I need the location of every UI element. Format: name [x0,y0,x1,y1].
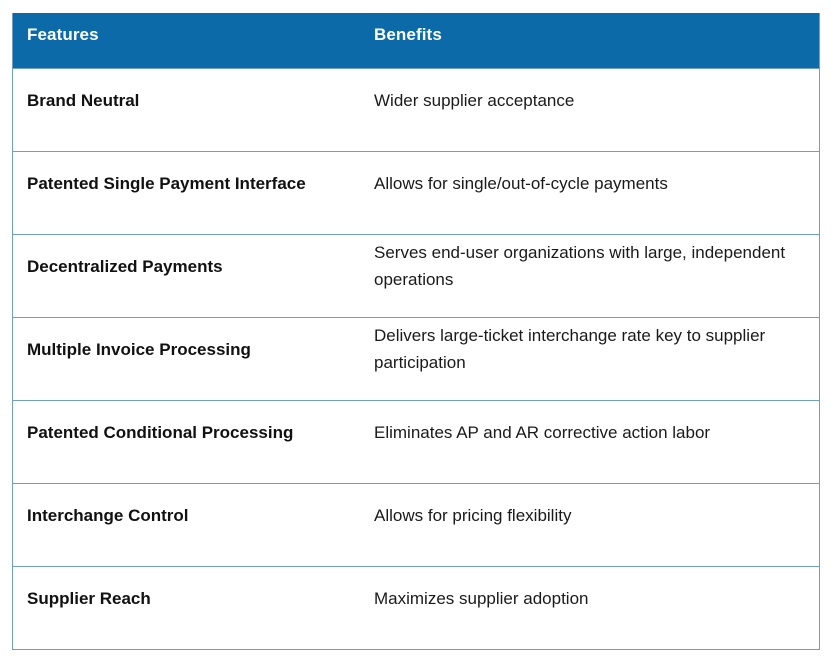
table-row [13,400,819,483]
benefit-cell: Eliminates AP and AR corrective action labor [374,423,711,442]
table-row [13,566,819,649]
feature-cell: Patented Single Payment Interface [27,174,306,193]
benefit-cell: Maximizes supplier adoption [374,589,589,608]
table-row [13,483,819,566]
header-features: Features [27,25,99,44]
benefit-cell: Allows for pricing flexibility [374,506,572,525]
header-benefits: Benefits [374,25,442,44]
feature-cell: Brand Neutral [27,91,140,110]
table-row [13,68,819,151]
feature-cell: Patented Conditional Processing [27,423,294,442]
features-benefits-table [12,13,820,650]
table-header [13,13,819,68]
feature-cell: Interchange Control [27,506,189,525]
benefit-cell: Serves end-user organizations with large, independent operations [374,243,786,289]
feature-cell: Multiple Invoice Processing [27,340,251,359]
feature-cell: Decentralized Payments [27,257,223,276]
benefit-cell: Wider supplier acceptance [374,91,575,110]
benefit-cell: Delivers large-ticket interchange rate key to supplier participation [374,326,766,372]
benefit-cell: Allows for single/out-of-cycle payments [374,174,668,193]
table-row [13,234,819,317]
table-row [13,151,819,234]
feature-cell: Supplier Reach [27,589,151,608]
table-row [13,317,819,400]
